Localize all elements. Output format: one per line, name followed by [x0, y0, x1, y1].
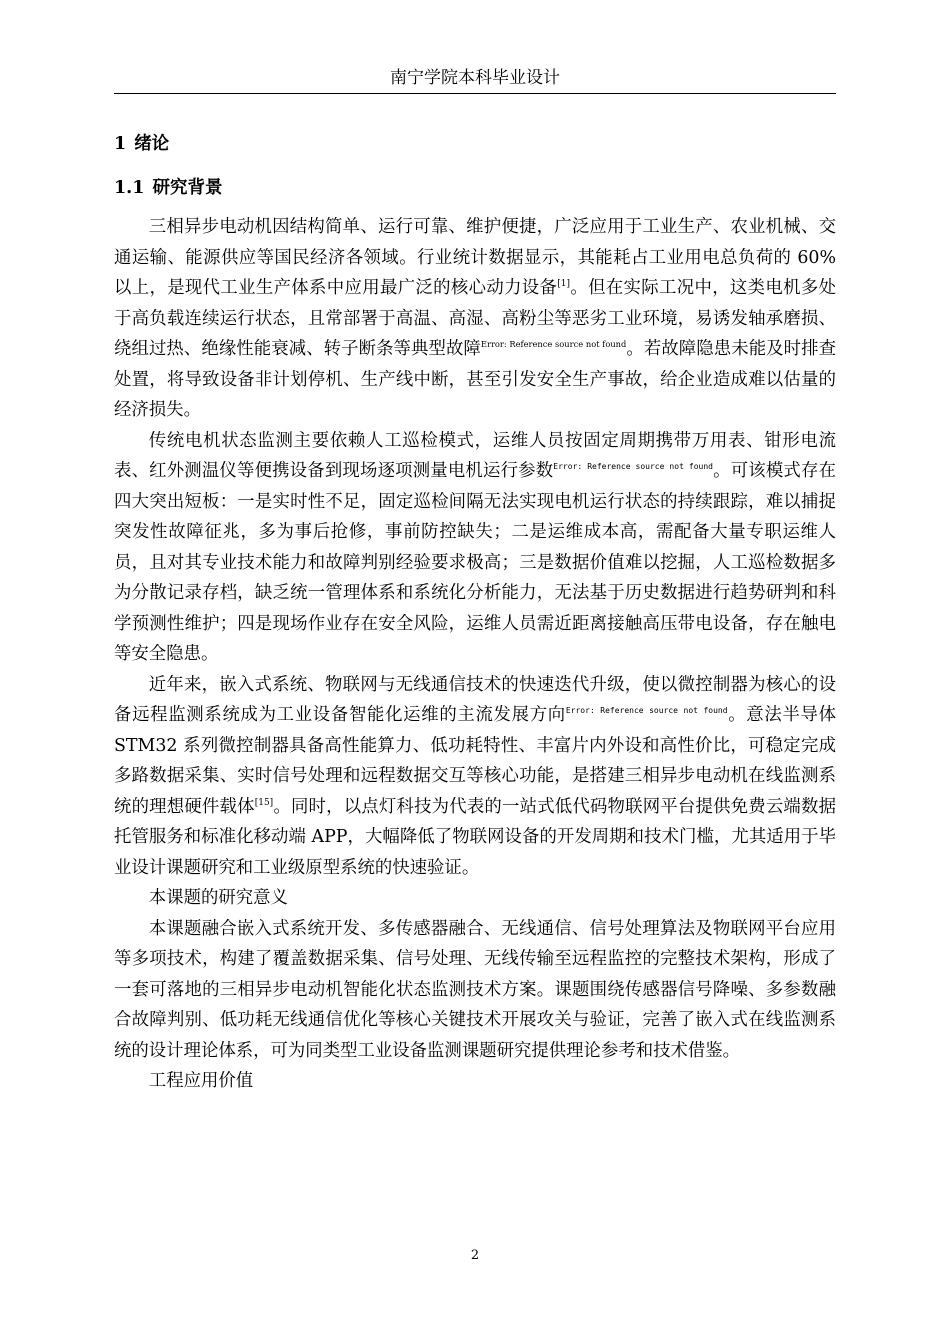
paragraph-5: 本课题融合嵌入式系统开发、多传感器融合、无线通信、信号处理算法及物联网平台应用等多项技术，构建了覆盖数据采集、信号处理、无线传输至远程监控的完整技术架构，形成了一套可落地的三相异步电动机智能化状态监测技术方案。课题围绕传感器信号降噪、多参数融合故障判别、低功耗无线通信优化等核心关键技术开展攻关与验证，完善了嵌入式在线监测系统的设计理论体系，可为同类型工业设备监测课题研究提供理论参考和技术借鉴。	[114, 918, 836, 1061]
p2-text-2: 。可该模式存在四大突出短板：一是实时性不足，固定巡检间隔无法实现电机运行状态的持续跟踪，难以捕捉突发性故障征兆，多为事后抢修，事前防控缺失；二是运维成本高，需配备大量专职运维人员，且对其专业技术能力和故障判别经验要求极高；三是数据价值难以挖掘，人工巡检数据多为分散记录存档，缺乏统一管理体系和系统化分析能力，无法基于历史数据进行趋势研判和科学预测性维护；四是现场作业存在安全风险，运维人员需近距离接触高压带电设备，存在触电等安全隐患。	[114, 461, 836, 664]
p1-text-1: 三相异步电动机因结构简单、运行可靠、维护便捷，广泛应用于工业生产、农业机械、交通运输、能源供应等国民经济各领域。行业统计数据显示，其能耗占工业用电总负荷的 60% 以上，是现代工业生产体系中应用最广泛的核心动力设备	[114, 217, 836, 298]
p2-text-1: 传统电机状态监测主要依赖人工巡检模式，运维人员按固定周期携带万用表、钳形电流表、红外测温仪等便携设备到现场逐项测量电机运行参数	[114, 430, 836, 481]
section-title: 绪论	[134, 134, 170, 154]
section-heading	[114, 130, 169, 155]
reference-error: Error: Reference source not found	[565, 706, 728, 716]
p1-text-2: 。但在实际工况中，这类电机多处于高负载连续运行状态，且常部署于高温、高湿、高粉尘等恶劣工业环境，易诱发轴承磨损、绕组过热、绝缘性能衰减、转子断条等典型故障	[114, 278, 836, 359]
citation[interactable]: [1]	[557, 279, 571, 290]
paragraph-2	[114, 426, 836, 670]
reference-error: Error: Reference source not found	[553, 462, 713, 472]
paragraph-6: 工程应用价值	[148, 1071, 254, 1091]
citation[interactable]: [15]	[254, 797, 274, 808]
subsection-title: 研究背景	[152, 178, 223, 198]
p3-text-1: 近年来，嵌入式系统、物联网与无线通信技术的快速迭代升级，使以微控制器为核心的设备远程监测系统成为工业设备智能化运维的主流发展方向	[114, 674, 836, 725]
running-header: 南宁学院本科毕业设计	[390, 68, 560, 88]
body-text	[114, 212, 836, 1097]
header-rule	[114, 93, 836, 94]
subsection-heading	[114, 174, 222, 199]
p3-text-2: 。意法半导体 STM32 系列微控制器具备高性能算力、低功耗特性、丰富片内外设和高性价比，可稳定完成多路数据采集、实时信号处理和远程数据交互等核心功能，是搭建三相异步电动机在线监测系统的理想硬件载体	[114, 705, 836, 817]
subsection-number: 1.1	[114, 178, 145, 198]
paragraph-1	[114, 212, 836, 426]
paragraph-3	[114, 670, 836, 884]
p1-text-3: 。若故障隐患未能及时排查处置，将导致设备非计划停机、生产线中断，甚至引发安全生产事故，给企业造成难以估量的经济损失。	[114, 339, 836, 420]
p3-text-3: 。同时，以点灯科技为代表的一站式低代码物联网平台提供免费云端数据托管服务和标准化移动端 APP，大幅降低了物联网设备的开发周期和技术门槛，尤其适用于毕业设计课题研究和工业级原型系统的快速验证。	[114, 796, 836, 878]
reference-error: Error: Reference source not found	[480, 339, 627, 350]
page-number: 2	[470, 1248, 480, 1263]
section-number: 1	[114, 134, 127, 154]
paragraph-4: 本课题的研究意义	[148, 888, 288, 908]
